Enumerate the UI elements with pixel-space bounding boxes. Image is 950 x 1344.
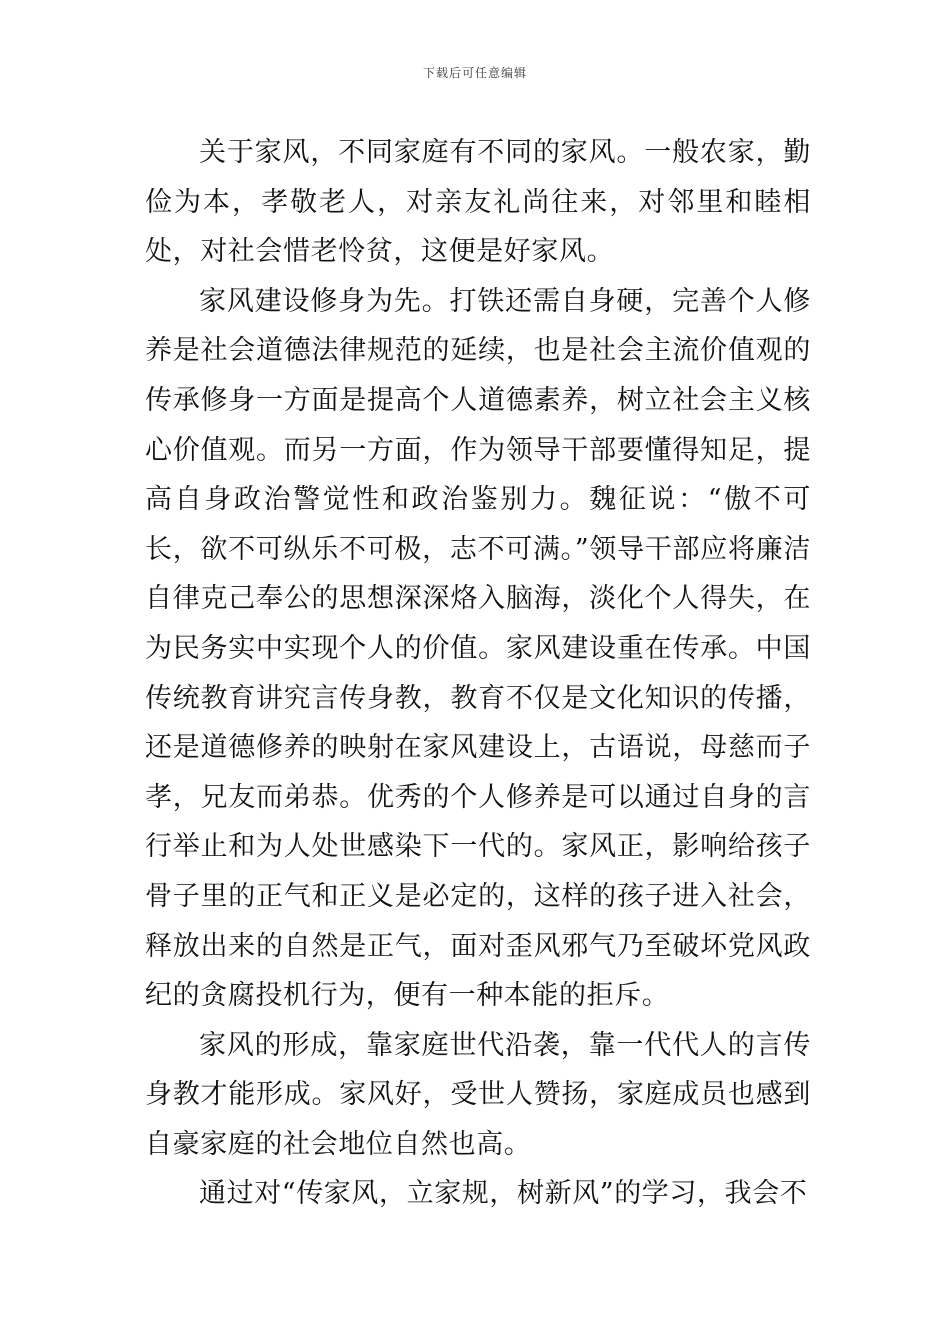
paragraph-2: 家风建设修身为先。打铁还需自身硬，完善个人修养是社会道德法律规范的延续，也是社会主流价值观的传承修身一方面是提高个人道德素养，树立社会主义核心价值观。而另一方面，作为领导干部要懂得知足，提高自身政治警觉性和政治鉴别力。魏征说：“傲不可长，欲不可纵乐不可极，志不可满。”领导干部应将廉洁自律克己奉公的思想深深烙入脑海，淡化个人得失，在为民务实中实现个人的价值。家风建设重在传承。中国传统教育讲究言传身教，教育不仅是文化知识的传播，还是道德修养的映射在家风建设上，古语说，母慈而子孝，兄友而弟恭。优秀的个人修养是可以通过自身的言行举止和为人处世感染下一代的。家风正，影响给孩子骨子里的正气和正义是必定的，这样的孩子进入社会，释放出来的自然是正气，面对歪风邪气乃至破坏党风政纪的贪腐投机行为，便有一种本能的拒斥。 [145,285,811,1012]
paragraph-4: 通过对“传家风，立家规，树新风”的学习，我会不 [199,1178,808,1210]
page-header: 下载后可任意编辑 [422,66,527,80]
document-body [145,128,811,1219]
paragraph-1: 关于家风，不同家庭有不同的家风。一般农家，勤俭为本，孝敬老人，对亲友礼尚往来，对邻里和睦相处，对社会惜老怜贫，这便是好家风。 [145,137,811,268]
paragraph-3: 家风的形成，靠家庭世代沿袭，靠一代代人的言传身教才能形成。家风好，受世人赞扬，家庭成员也感到自豪家庭的社会地位自然也高。 [145,1029,811,1160]
